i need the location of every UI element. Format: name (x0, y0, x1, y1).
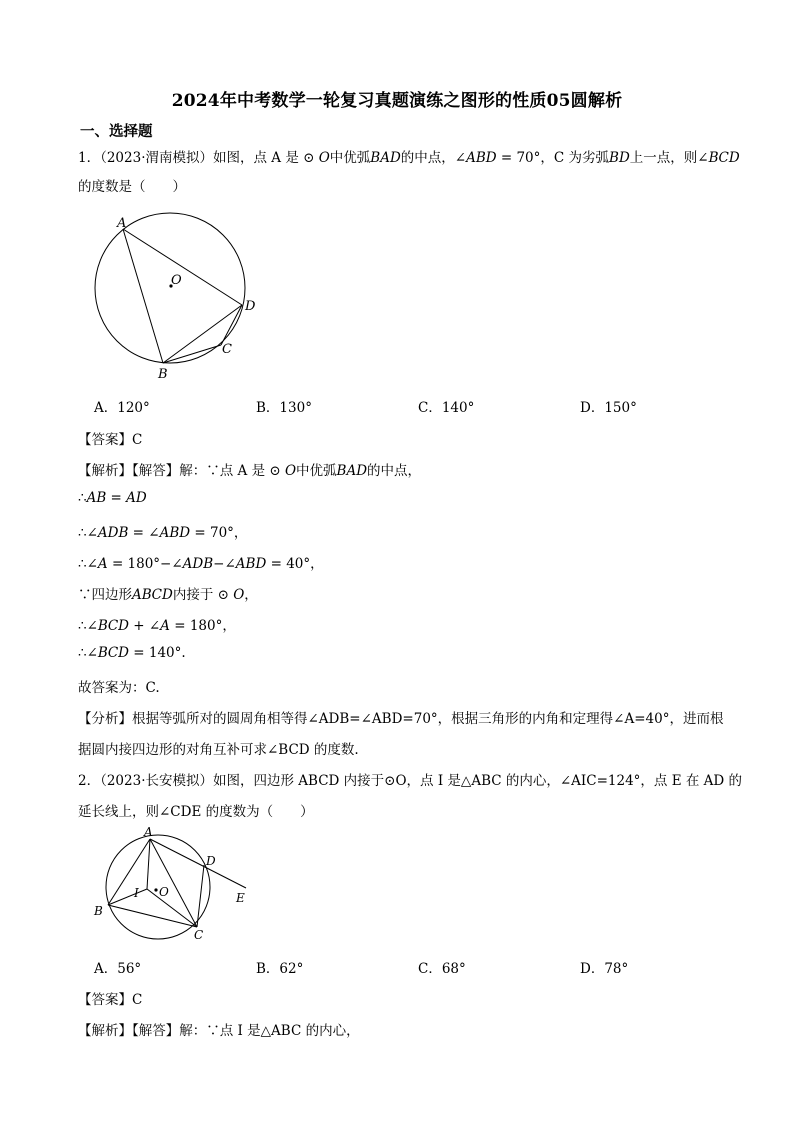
q2-figure (90, 823, 260, 947)
q1-label-c: C (222, 342, 232, 357)
q1-segment-bc (163, 345, 221, 363)
q1-solution-line: ∴∠𝐴𝐷𝐵 = ∠𝐴𝐵𝐷 = 70°， (78, 525, 248, 541)
q1-analysis-line-1: 【分析】根据等弧所对的圆周角相等得∠ADB=∠ABD=70°，根据三角形的内角和定理得∠A=40°，进而根 (78, 711, 724, 727)
q2-option-a: A．56° (94, 961, 142, 977)
q1-label-o: O (171, 273, 182, 288)
page-title: 2024年中考数学一轮复习真题演练之图形的性质05圆解析 (171, 91, 623, 111)
q2-label-e: E (236, 891, 245, 905)
q2-segment-bi (108, 889, 147, 905)
q1-circle (95, 213, 245, 363)
q2-stem-line-1: 2．（2023·长安模拟）如图，四边形 ABCD 内接于⊙O，点 I 是△ABC 的内心，∠AIC=124°，点 E 在 AD 的 (78, 773, 743, 789)
q2-stem-line-2: 延长线上，则∠CDE 的度数为（ ） (78, 804, 314, 820)
q2-segment-ac (150, 839, 197, 927)
q2-option-c: C．68° (418, 961, 466, 977)
q2-label-o: O (159, 885, 169, 899)
q1-label-d: D (245, 299, 256, 314)
q2-circle (106, 835, 210, 939)
q2-segment-ai (147, 839, 150, 889)
q1-option-b: B．130° (256, 400, 312, 416)
q1-answer: 【答案】C (78, 432, 143, 448)
q2-segment-ab (108, 839, 150, 905)
q1-figure (85, 208, 265, 392)
q1-segment-cd (221, 305, 242, 345)
q1-solution-line: 【解析】【解答】解：∵点 A 是 ⊙ 𝑂中优弧𝐵𝐴𝐷的中点， (78, 463, 422, 479)
q1-segment-ab (123, 229, 163, 363)
q2-center-dot (154, 888, 157, 891)
q1-label-a: A (117, 216, 127, 231)
q1-solution-line: ∴∠𝐵𝐶𝐷 + ∠𝐴 = 180°， (78, 618, 236, 634)
q2-label-c: C (194, 928, 204, 942)
q2-label-a: A (144, 825, 153, 839)
section-heading: 一、选择题 (80, 123, 153, 140)
q2-option-d: D．78° (580, 961, 629, 977)
q2-label-b: B (94, 904, 103, 918)
q1-segment-ad (123, 229, 242, 305)
q1-solution-line: ∴𝐴𝐵 = 𝐴𝐷 (78, 490, 147, 506)
q1-analysis-line-2: 据圆内接四边形的对角互补可求∠BCD 的度数. (78, 742, 359, 758)
q1-solution-line: ∴∠𝐴 = 180°−∠𝐴𝐷𝐵−∠𝐴𝐵𝐷 = 40°， (78, 556, 324, 572)
q1-solution-line: ∴∠𝐵𝐶𝐷 = 140°. (78, 645, 186, 661)
q1-option-a: A．120° (94, 400, 150, 416)
q2-solution-line: 【解析】【解答】解：∵点 I 是△ABC 的内心， (78, 1023, 360, 1039)
q2-option-b: B．62° (256, 961, 304, 977)
q2-label-d: D (206, 854, 216, 868)
q1-option-c: C．140° (418, 400, 475, 416)
q2-label-i: I (134, 886, 139, 900)
q1-stem-line-2: 的度数是（ ） (78, 179, 186, 195)
q1-stem-line-1: 1．（2023·渭南模拟）如图，点 A 是 ⊙ 𝑂中优弧𝐵𝐴𝐷的中点，∠𝐴𝐵𝐷 = 70°，C 为劣弧𝐵𝐷上一点，则∠𝐵𝐶𝐷 (78, 150, 740, 166)
q1-solution-line: ∵四边形𝐴𝐵𝐶𝐷内接于 ⊙ 𝑂， (78, 587, 258, 603)
q1-solution-line: 故答案为：C. (78, 680, 160, 696)
q1-option-d: D．150° (580, 400, 637, 416)
q1-label-b: B (158, 367, 168, 382)
q2-segment-ade (150, 839, 246, 888)
q2-answer: 【答案】C (78, 992, 143, 1008)
